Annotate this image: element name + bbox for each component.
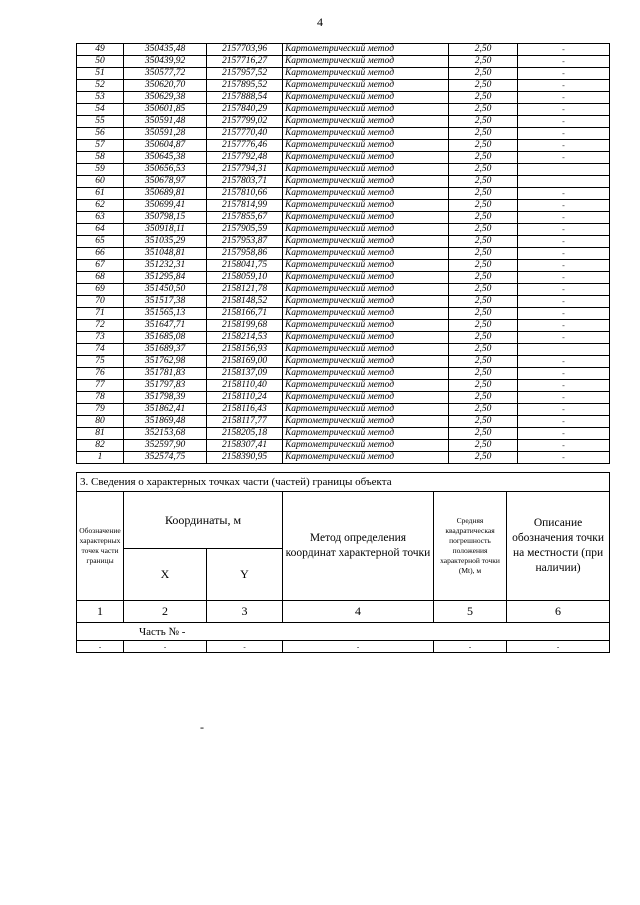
coord-x: 350591,48	[124, 116, 207, 128]
method: Картометрический метод	[283, 128, 449, 140]
column-number: 6	[507, 601, 610, 623]
coord-x: 351647,71	[124, 320, 207, 332]
method: Картометрический метод	[283, 248, 449, 260]
coord-y: 2158169,00	[207, 356, 283, 368]
error: 2,50	[449, 80, 518, 92]
point-number: 64	[77, 224, 124, 236]
header-error: Средняя квадратическая погрешность положения характерной точки (Мt), м	[434, 492, 507, 601]
error: 2,50	[449, 152, 518, 164]
coord-y: 2157840,29	[207, 104, 283, 116]
point-number: 76	[77, 368, 124, 380]
method: Картометрический метод	[283, 152, 449, 164]
point-number: 53	[77, 92, 124, 104]
coord-row	[77, 308, 610, 320]
error: 2,50	[449, 344, 518, 356]
coord-y: 2157953,87	[207, 236, 283, 248]
coord-y: 2158156,93	[207, 344, 283, 356]
method: Картометрический метод	[283, 356, 449, 368]
method: Картометрический метод	[283, 392, 449, 404]
method: Картометрический метод	[283, 164, 449, 176]
coord-x: 351798,39	[124, 392, 207, 404]
coord-x: 351517,38	[124, 296, 207, 308]
coord-row	[77, 404, 610, 416]
header-description: Описание обозначения точки на местности (при наличии)	[507, 492, 610, 601]
method: Картометрический метод	[283, 68, 449, 80]
error: 2,50	[449, 440, 518, 452]
coord-y: 2157814,99	[207, 200, 283, 212]
header-method: Метод определения координат характерной точки	[283, 492, 434, 601]
point-number: 70	[77, 296, 124, 308]
coord-y: 2157703,96	[207, 44, 283, 56]
error: 2,50	[449, 308, 518, 320]
column-number: 3	[207, 601, 283, 623]
coord-row	[77, 80, 610, 92]
point-number: 52	[77, 80, 124, 92]
error: 2,50	[449, 116, 518, 128]
error: 2,50	[449, 392, 518, 404]
method: Картометрический метод	[283, 332, 449, 344]
coord-y: 2158117,77	[207, 416, 283, 428]
description: -	[518, 428, 610, 440]
description: -	[518, 308, 610, 320]
description: -	[518, 320, 610, 332]
point-number: 80	[77, 416, 124, 428]
coord-y: 2157799,02	[207, 116, 283, 128]
coord-x: 350591,28	[124, 128, 207, 140]
description: -	[518, 68, 610, 80]
point-number: 68	[77, 272, 124, 284]
coord-y: 2157792,48	[207, 152, 283, 164]
method: Картометрический метод	[283, 308, 449, 320]
coord-row	[77, 68, 610, 80]
coordinates-table	[76, 43, 610, 464]
description	[518, 164, 610, 176]
coord-row	[77, 356, 610, 368]
coord-y: 2158137,09	[207, 368, 283, 380]
error: 2,50	[449, 452, 518, 464]
coord-row	[77, 452, 610, 464]
description: -	[518, 380, 610, 392]
coord-y: 2158166,71	[207, 308, 283, 320]
point-number: 58	[77, 152, 124, 164]
coord-y: 2157803,71	[207, 176, 283, 188]
error: 2,50	[449, 296, 518, 308]
error: 2,50	[449, 92, 518, 104]
method: Картометрический метод	[283, 140, 449, 152]
empty-cell: -	[77, 641, 124, 653]
error: 2,50	[449, 56, 518, 68]
coord-x: 351762,98	[124, 356, 207, 368]
coord-x: 351048,81	[124, 248, 207, 260]
coord-x: 350620,70	[124, 80, 207, 92]
error: 2,50	[449, 200, 518, 212]
description: -	[518, 404, 610, 416]
point-number: 73	[77, 332, 124, 344]
coord-y: 2157794,31	[207, 164, 283, 176]
description: -	[518, 452, 610, 464]
description: -	[518, 416, 610, 428]
error: 2,50	[449, 428, 518, 440]
coord-y: 2157716,27	[207, 56, 283, 68]
method: Картометрический метод	[283, 176, 449, 188]
coord-row	[77, 140, 610, 152]
method: Картометрический метод	[283, 104, 449, 116]
coord-row	[77, 392, 610, 404]
description: -	[518, 104, 610, 116]
coord-y: 2157776,46	[207, 140, 283, 152]
error: 2,50	[449, 284, 518, 296]
empty-cell: -	[507, 641, 610, 653]
point-number: 79	[77, 404, 124, 416]
coord-y: 2158148,52	[207, 296, 283, 308]
coord-y: 2157958,86	[207, 248, 283, 260]
method: Картометрический метод	[283, 320, 449, 332]
coord-y: 2158390,95	[207, 452, 283, 464]
point-number: 63	[77, 212, 124, 224]
coord-x: 350439,92	[124, 56, 207, 68]
coord-row	[77, 200, 610, 212]
error: 2,50	[449, 104, 518, 116]
point-number: 78	[77, 392, 124, 404]
method: Картометрический метод	[283, 116, 449, 128]
column-number: 1	[77, 601, 124, 623]
section3-table	[76, 472, 610, 653]
coord-y: 2157957,52	[207, 68, 283, 80]
coord-row	[77, 164, 610, 176]
column-number: 5	[434, 601, 507, 623]
error: 2,50	[449, 68, 518, 80]
page-number: 4	[317, 15, 323, 29]
coord-row	[77, 236, 610, 248]
empty-cell: -	[124, 641, 207, 653]
coord-y: 2157770,40	[207, 128, 283, 140]
coord-x: 351232,31	[124, 260, 207, 272]
coord-row	[77, 296, 610, 308]
coord-row	[77, 212, 610, 224]
header-x: X	[124, 549, 207, 601]
coord-y: 2157895,52	[207, 80, 283, 92]
header-point-designation: Обозначение характерных точек части границы	[77, 492, 124, 601]
method: Картометрический метод	[283, 284, 449, 296]
description: -	[518, 284, 610, 296]
method: Картометрический метод	[283, 440, 449, 452]
coord-row	[77, 440, 610, 452]
error: 2,50	[449, 248, 518, 260]
coord-x: 350601,85	[124, 104, 207, 116]
signature-dash: -	[200, 720, 204, 734]
point-number: 62	[77, 200, 124, 212]
coord-row	[77, 272, 610, 284]
error: 2,50	[449, 416, 518, 428]
point-number: 75	[77, 356, 124, 368]
empty-cell: -	[434, 641, 507, 653]
error: 2,50	[449, 224, 518, 236]
method: Картометрический метод	[283, 200, 449, 212]
method: Картометрический метод	[283, 188, 449, 200]
description: -	[518, 272, 610, 284]
description: -	[518, 212, 610, 224]
coord-x: 351862,41	[124, 404, 207, 416]
coord-y: 2157905,59	[207, 224, 283, 236]
coord-x: 350699,41	[124, 200, 207, 212]
method: Картометрический метод	[283, 92, 449, 104]
method: Картометрический метод	[283, 404, 449, 416]
error: 2,50	[449, 332, 518, 344]
description: -	[518, 140, 610, 152]
coord-y: 2158121,78	[207, 284, 283, 296]
coord-row	[77, 428, 610, 440]
method: Картометрический метод	[283, 80, 449, 92]
description: -	[518, 248, 610, 260]
coord-y: 2158041,75	[207, 260, 283, 272]
coord-row	[77, 128, 610, 140]
coord-x: 351689,37	[124, 344, 207, 356]
header-y: Y	[207, 549, 283, 601]
method: Картометрический метод	[283, 452, 449, 464]
point-number: 50	[77, 56, 124, 68]
coord-x: 350689,81	[124, 188, 207, 200]
description: -	[518, 92, 610, 104]
coord-y: 2157888,54	[207, 92, 283, 104]
error: 2,50	[449, 128, 518, 140]
error: 2,50	[449, 176, 518, 188]
coord-y: 2157855,67	[207, 212, 283, 224]
coord-y: 2157810,66	[207, 188, 283, 200]
coord-y: 2158110,24	[207, 392, 283, 404]
description: -	[518, 188, 610, 200]
coord-x: 350629,38	[124, 92, 207, 104]
coord-row	[77, 224, 610, 236]
coord-row	[77, 380, 610, 392]
description	[518, 344, 610, 356]
point-number: 77	[77, 380, 124, 392]
error: 2,50	[449, 272, 518, 284]
point-number: 1	[77, 452, 124, 464]
point-number: 66	[77, 248, 124, 260]
error: 2,50	[449, 380, 518, 392]
coord-x: 350798,15	[124, 212, 207, 224]
coord-y: 2158110,40	[207, 380, 283, 392]
method: Картометрический метод	[283, 272, 449, 284]
method: Картометрический метод	[283, 260, 449, 272]
error: 2,50	[449, 236, 518, 248]
point-number: 56	[77, 128, 124, 140]
description: -	[518, 152, 610, 164]
point-number: 59	[77, 164, 124, 176]
coord-x: 351781,83	[124, 368, 207, 380]
point-number: 69	[77, 284, 124, 296]
coord-row	[77, 248, 610, 260]
method: Картометрический метод	[283, 428, 449, 440]
header-coordinates: Координаты, м	[124, 492, 283, 549]
coord-x: 351565,13	[124, 308, 207, 320]
coord-row	[77, 344, 610, 356]
description: -	[518, 56, 610, 68]
coord-y: 2158214,53	[207, 332, 283, 344]
coord-x: 351295,84	[124, 272, 207, 284]
point-number: 67	[77, 260, 124, 272]
coord-x: 350645,38	[124, 152, 207, 164]
description: -	[518, 356, 610, 368]
point-number: 57	[77, 140, 124, 152]
error: 2,50	[449, 212, 518, 224]
coord-x: 350678,97	[124, 176, 207, 188]
coord-row	[77, 44, 610, 56]
coord-y: 2158116,43	[207, 404, 283, 416]
coord-y: 2158307,41	[207, 440, 283, 452]
column-number: 2	[124, 601, 207, 623]
coord-x: 350918,11	[124, 224, 207, 236]
coord-x: 350656,53	[124, 164, 207, 176]
method: Картометрический метод	[283, 416, 449, 428]
column-number: 4	[283, 601, 434, 623]
coord-row	[77, 176, 610, 188]
error: 2,50	[449, 188, 518, 200]
description: -	[518, 392, 610, 404]
point-number: 55	[77, 116, 124, 128]
point-number: 49	[77, 44, 124, 56]
method: Картометрический метод	[283, 44, 449, 56]
part-label: Часть № -	[77, 623, 610, 641]
error: 2,50	[449, 44, 518, 56]
coord-row	[77, 332, 610, 344]
point-number: 71	[77, 308, 124, 320]
coord-x: 351797,83	[124, 380, 207, 392]
description: -	[518, 440, 610, 452]
coord-row	[77, 284, 610, 296]
point-number: 72	[77, 320, 124, 332]
coord-row	[77, 116, 610, 128]
coord-row	[77, 56, 610, 68]
error: 2,50	[449, 320, 518, 332]
coord-x: 352153,68	[124, 428, 207, 440]
point-number: 74	[77, 344, 124, 356]
coord-y: 2158205,18	[207, 428, 283, 440]
error: 2,50	[449, 140, 518, 152]
empty-cell: -	[207, 641, 283, 653]
description: -	[518, 296, 610, 308]
point-number: 82	[77, 440, 124, 452]
coord-y: 2158059,10	[207, 272, 283, 284]
point-number: 60	[77, 176, 124, 188]
method: Картометрический метод	[283, 344, 449, 356]
coord-x: 351869,48	[124, 416, 207, 428]
description: -	[518, 116, 610, 128]
method: Картометрический метод	[283, 56, 449, 68]
description: -	[518, 236, 610, 248]
coord-x: 351450,50	[124, 284, 207, 296]
coord-x: 351035,29	[124, 236, 207, 248]
method: Картометрический метод	[283, 212, 449, 224]
point-number: 61	[77, 188, 124, 200]
coord-row	[77, 152, 610, 164]
coord-x: 352574,75	[124, 452, 207, 464]
empty-cell: -	[283, 641, 434, 653]
coord-x: 350577,72	[124, 68, 207, 80]
coord-x: 350604,87	[124, 140, 207, 152]
coord-row	[77, 92, 610, 104]
coord-row	[77, 320, 610, 332]
description: -	[518, 224, 610, 236]
error: 2,50	[449, 404, 518, 416]
point-number: 51	[77, 68, 124, 80]
section3-title: 3. Сведения о характерных точках части (частей) границы объекта	[77, 473, 610, 492]
coord-row	[77, 188, 610, 200]
method: Картометрический метод	[283, 368, 449, 380]
coord-x: 350435,48	[124, 44, 207, 56]
coord-y: 2158199,68	[207, 320, 283, 332]
point-number: 81	[77, 428, 124, 440]
error: 2,50	[449, 368, 518, 380]
error: 2,50	[449, 356, 518, 368]
coord-row	[77, 416, 610, 428]
description: -	[518, 260, 610, 272]
description: -	[518, 368, 610, 380]
description: -	[518, 44, 610, 56]
description: -	[518, 332, 610, 344]
coord-x: 351685,08	[124, 332, 207, 344]
coord-x: 352597,90	[124, 440, 207, 452]
point-number: 54	[77, 104, 124, 116]
coord-row	[77, 368, 610, 380]
description	[518, 176, 610, 188]
method: Картометрический метод	[283, 380, 449, 392]
point-number: 65	[77, 236, 124, 248]
description: -	[518, 128, 610, 140]
method: Картометрический метод	[283, 236, 449, 248]
coord-row	[77, 260, 610, 272]
coord-row	[77, 104, 610, 116]
error: 2,50	[449, 260, 518, 272]
method: Картометрический метод	[283, 224, 449, 236]
method: Картометрический метод	[283, 296, 449, 308]
description: -	[518, 80, 610, 92]
description: -	[518, 200, 610, 212]
error: 2,50	[449, 164, 518, 176]
